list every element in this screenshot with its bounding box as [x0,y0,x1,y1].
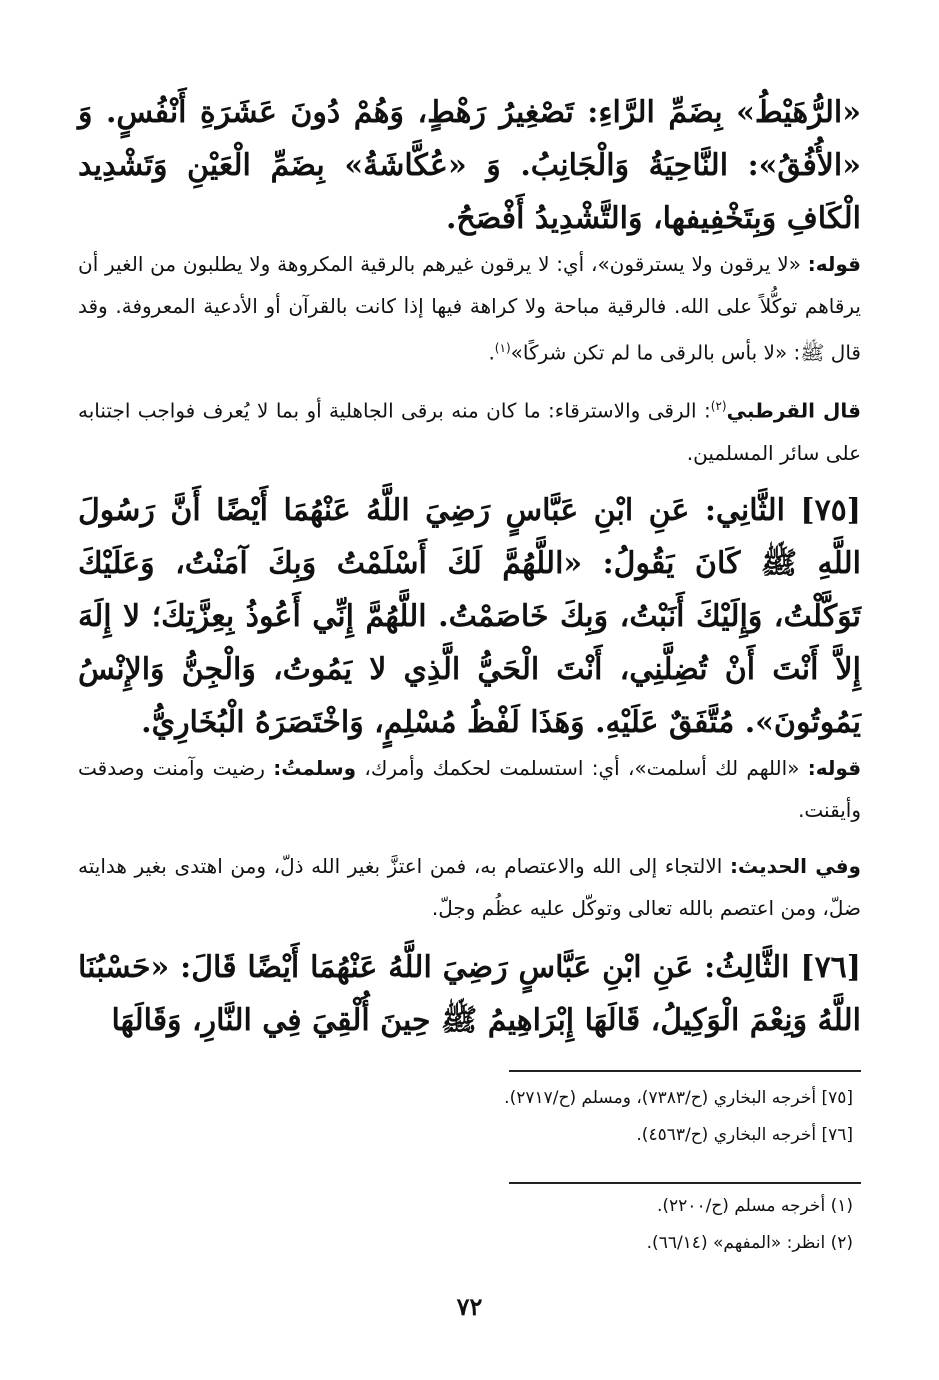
footnote-separator [509,1182,861,1184]
commentary-ruqya [78,243,861,374]
footnote-ref-1[interactable]: (١) [494,341,511,355]
definitions-text: «الرُّهَيْطُ» بِضَمِّ الرَّاءِ: تَصْغِيرُ رَهْطٍ، وَهُمْ دُونَ عَشَرَةِ أَنْفُسٍ. وَ «الأُفُقُ»: النَّاحِيَةُ وَالْجَانِبُ. وَ «عُكَّاشَةُ» بِضَمِّ الْعَيْنِ وَتَشْدِيد الْكَافِ وَبِتَخْفِيفها، وَالتَّشْدِيدُ أَفْصَحُ. [78,95,861,236]
commentary-lead: قوله: [807,756,862,780]
commentary-hadith-lesson [78,845,861,929]
commentary-text: «اللهم لك أسلمت»، أي: استسلمت لحكمك وأمرك، [364,756,800,780]
commentary-end: . [488,340,495,365]
commentary-lead: وفي الحديث: [729,854,861,878]
commentary-definitions [78,86,861,245]
hadith-76 [78,941,861,1047]
commentary-aslamtu [78,747,861,831]
footnotes [150,1188,853,1262]
footnote-1: (١) أخرجه مسلم (ح/٢٢٠٠). [657,1196,853,1216]
takhrij-separator [509,1070,861,1072]
commentary-text: : الرقى والاسترقاء: ما كان منه برقى الجاهلية أو بما لا يُعرف فواجب اجتنابه على سائر المسلمين. [78,398,861,465]
commentary-lead-2: وسلمتُ: [273,756,357,780]
footnote-2: (٢) انظر: «المفهم» (٦٦/١٤). [646,1233,853,1253]
commentary-lead: قال القرطبي [726,398,861,423]
commentary-lead: قوله: [807,252,861,276]
takhrij-75: [٧٥] أخرجه البخاري (ح/٧٣٨٣)، ومسلم (ح/٢٧١٧). [504,1088,853,1108]
commentary-text: الالتجاء إلى الله والاعتصام به، فمن اعتزَّ بغير الله ذلّ، ومن اهتدى بغير هدايته ضلّ، ومن اعتصم بالله تعالى وتوكّل عليه عظُم وجلّ. [78,854,861,920]
commentary-text: «لا يرقون ولا يسترقون»، أي: لا يرقون غيرهم بالرقية المكروهة ولا يطلبون من الغير أن يرقاهم توكُّلاً على الله. فالرقية مباحة ولا كراهة فيها إذا كانت بالقرآن أو الأدعية المعروفة. وقد قال ﷺ: «لا بأس بالرقى ما لم تكن شركًا» [78,252,861,365]
takhrij-76: [٧٦] أخرجه البخاري (ح/٤٥٦٣). [636,1125,853,1145]
hadith-75-text: [٧٥] الثَّانِي: عَنِ ابْنِ عَبَّاسٍ رَضِيَ اللَّهُ عَنْهُمَا أَيْضًا أَنَّ رَسُولَ اللَّهِ ﷺ كَانَ يَقُولُ: «اللَّهُمَّ لَكَ أَسْلَمْتُ وَبِكَ آمَنْتُ، وَعَلَيْكَ تَوَكَّلْتُ، وَإِلَيْكَ أَنَبْتُ، وَبِكَ خَاصَمْتُ. اللَّهُمَّ إِنِّي أَعُوذُ بِعِزَّتِكَ؛ لا إِلَهَ إِلاَّ أَنْتَ أَنْ تُضِلَّنِي، أَنْتَ الْحَيُّ الَّذِي لا يَمُوتُ، وَالْجِنُّ وَالإِنْسُ يَمُوتُونَ». مُتَّفَقٌ عَلَيْهِ. وَهَذَا لَفْظُ مُسْلِمٍ، وَاخْتَصَرَهُ الْبُخَارِيُّ. [78,493,861,740]
hadith-76-text: [٧٦] الثَّالِثُ: عَنِ ابْنِ عَبَّاسٍ رَضِيَ اللَّهُ عَنْهُمَا أَيْضًا قَالَ: «حَسْبُنَا اللَّهُ وَنِعْمَ الْوَكِيلُ، قَالَهَا إِبْرَاهِيمُ ﷺ حِينَ أُلْقِيَ فِي النَّارِ، وَقَالَهَا [78,950,861,1038]
takhrij-notes [150,1080,853,1154]
commentary-text-2: رضيت وآمنت وصدقت وأيقنت. [78,756,861,822]
page-number: ٧٢ [456,1292,483,1321]
footnote-ref-2[interactable]: (٢) [710,399,727,413]
commentary-qurtubi [78,385,861,474]
hadith-75 [78,484,861,749]
